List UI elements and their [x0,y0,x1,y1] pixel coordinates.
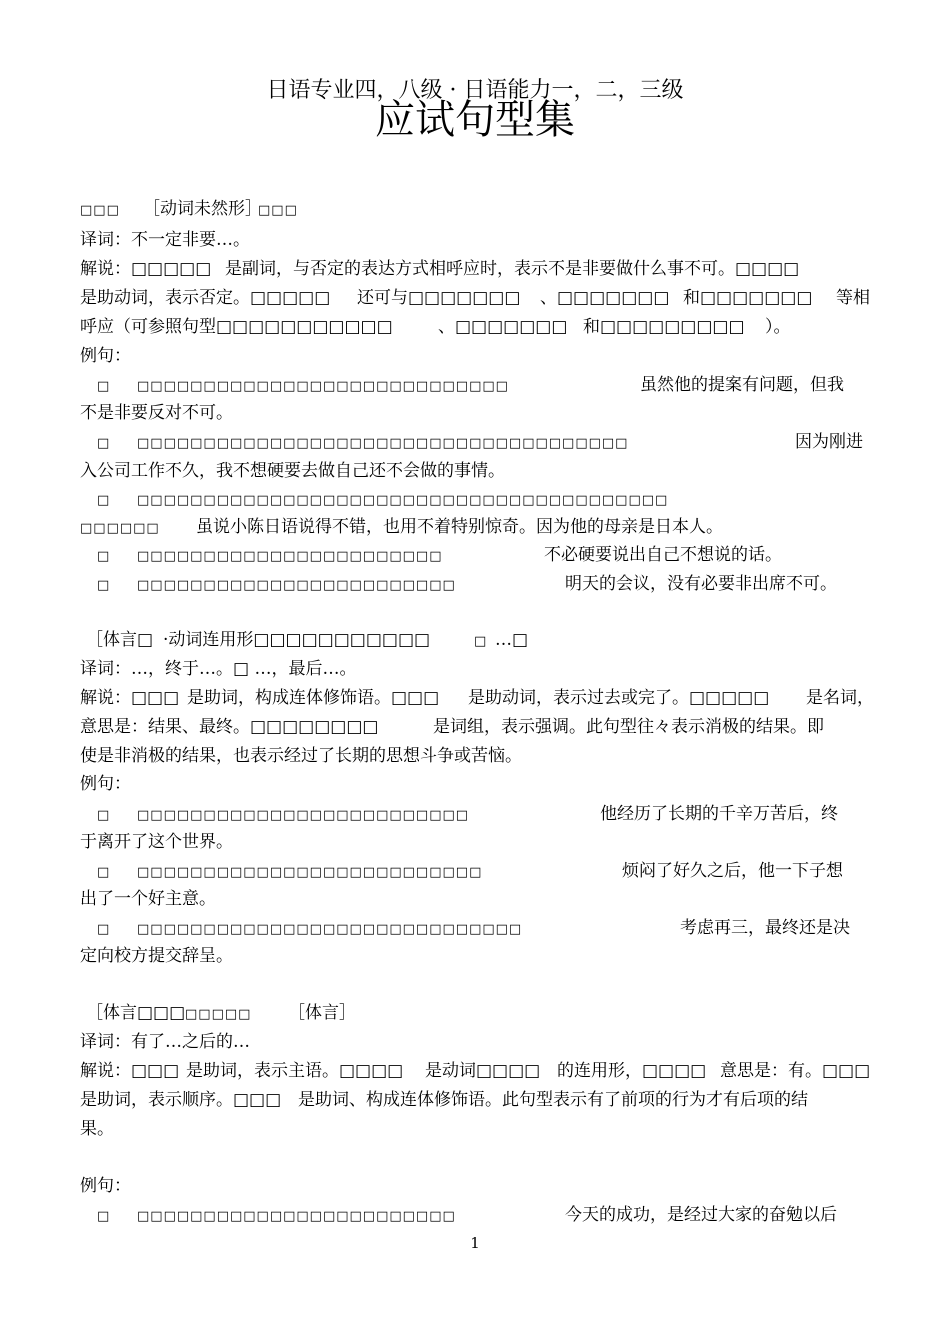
explanation-text: 的连用形，□□□□ [557,1061,707,1081]
pattern-heading: ［动词未然形］ [143,199,262,219]
pattern-heading: …□ [495,630,529,650]
example-translation: 定向校方提交辞呈。 [80,946,233,966]
example-japanese: □□□□□□□□□□□□□□□□□□□□□□□□□□□□□ [137,922,523,937]
example-japanese: □□□□□□ [80,521,160,536]
explanation-text: 是词组，表示强调。此句型往々表示消极的结果。即 [433,717,824,737]
pattern-heading-jp: □□□□□ [185,1007,252,1022]
explanation-label: 解说：□□□ [80,688,180,708]
explanation-text: 是助词，表示顺序。□□□ [80,1090,282,1110]
document-subtitle: 日语专业四，八级 · 日语能力一，二，三级 [266,78,684,103]
example-translation: 明天的会议，没有必要非出席不可。 [565,574,837,594]
example-bullet: □ [97,578,111,593]
example-translation: 虽然他的提案有问题，但我 [640,375,844,395]
example-translation: 虽说小陈日语说得不错，也用不着特别惊奇。因为他的母亲是日本人。 [196,517,723,537]
example-translation: 入公司工作不久，我不想硬要去做自己还不会做的事情。 [80,461,505,481]
example-japanese: □□□□□□□□□□□□□□□□□□□□□□□□□ [137,808,470,823]
example-bullet: □ [97,436,111,451]
pattern-heading: ［体言□ [86,630,154,650]
example-translation: 今天的成功，是经过大家的奋勉以后 [565,1205,837,1225]
explanation-text: 是名词， [806,688,874,708]
pattern-heading-jp: □□□ [258,203,298,218]
explanation-text: 果。 [80,1119,114,1139]
example-translation: 于离开了这个世界。 [80,832,233,852]
explanation-text: 是助词，表示主语。□□□□ [186,1061,404,1081]
example-translation: 出了一个好主意。 [80,889,216,909]
page-number: 1 [470,1234,480,1252]
document-title: 应试句型集 [375,97,575,143]
translation-line: 译词：有了…之后的… [80,1032,250,1052]
translation-line: 译词：…，终于…。□ …，最后…。 [80,659,357,679]
explanation-text: 使是非消极的结果，也表示经过了长期的思想斗争或苦恼。 [80,746,522,766]
example-translation: 不是非要反对不可。 [80,403,233,423]
explanation-text: 是助动词，表示过去或完了。□□□□□ [468,688,770,708]
explanation-text: 还可与□□□□□□□ [357,288,521,308]
example-japanese: □□□□□□□□□□□□□□□□□□□□□□□□□□□□ [137,379,509,394]
translation-line: 译词：不一定非要…。 [80,230,250,250]
explanation-text: ）。 [765,317,791,337]
example-label: 例句： [80,774,131,794]
pattern-heading-jp: □ [474,634,488,649]
explanation-text: 意思是：有。□□□ [720,1061,871,1081]
explanation-text: 是助词，构成连体修饰语。□□□ [187,688,440,708]
example-japanese: □□□□□□□□□□□□□□□□□□□□□□□□ [137,1209,456,1224]
example-translation: 不必硬要说出自己不想说的话。 [544,545,782,565]
explanation-text: 和□□□□□□□ [683,288,813,308]
example-translation: 考虑再三，最终还是决 [680,918,850,938]
explanation-text: 是助动词，表示否定。□□□□□ [80,288,331,308]
example-label: 例句： [80,346,131,366]
example-bullet: □ [97,808,111,823]
example-translation: 他经历了长期的千辛万苦后，终 [600,804,838,824]
example-bullet: □ [97,922,111,937]
explanation-text: 意思是：结果、最终。□□□□□□□□ [80,717,379,737]
explanation-text: 是副词，与否定的表达方式相呼应时，表示不是非要做什么事不可。□□□□ [225,259,800,279]
explanation-text: 是动词□□□□ [425,1061,541,1081]
example-bullet: □ [97,1209,111,1224]
explanation-text: 是助词、构成连体修饰语。此句型表示有了前项的行为才有后项的结 [298,1090,808,1110]
example-translation: 烦闷了好久之后，他一下子想 [622,861,843,881]
example-bullet: □ [97,379,111,394]
example-japanese: □□□□□□□□□□□□□□□□□□□□□□□□ [137,578,456,593]
example-bullet: □ [97,865,111,880]
explanation-text: 、□□□□□□□ [438,317,568,337]
explanation-text: 、□□□□□□□ [540,288,670,308]
explanation-text: 和□□□□□□□□□ [583,317,745,337]
example-japanese: □□□□□□□□□□□□□□□□□□□□□□□□□□□□□□□□□□□□□□□□ [137,493,669,508]
pattern-heading-jp: □□□ [80,203,120,218]
explanation-label: 解说：□□□ [80,1061,180,1081]
explanation-text: 呼应（可参照句型□□□□□□□□□□□ [80,317,393,337]
example-label: 例句： [80,1176,131,1196]
example-bullet: □ [97,493,111,508]
pattern-heading: ［体言□□□ [86,1003,186,1023]
example-translation: 因为刚进 [795,432,863,452]
example-japanese: □□□□□□□□□□□□□□□□□□□□□□□ [137,549,443,564]
example-japanese: □□□□□□□□□□□□□□□□□□□□□□□□□□ [137,865,483,880]
explanation-text: 等相 [836,288,870,308]
explanation-label: 解说：□□□□□ [80,259,212,279]
example-bullet: □ [97,549,111,564]
example-japanese: □□□□□□□□□□□□□□□□□□□□□□□□□□□□□□□□□□□□□ [137,436,629,451]
pattern-heading: ［体言］ [288,1003,356,1023]
pattern-heading: ·动词连用形□□□□□□□□□□□ [163,630,431,650]
